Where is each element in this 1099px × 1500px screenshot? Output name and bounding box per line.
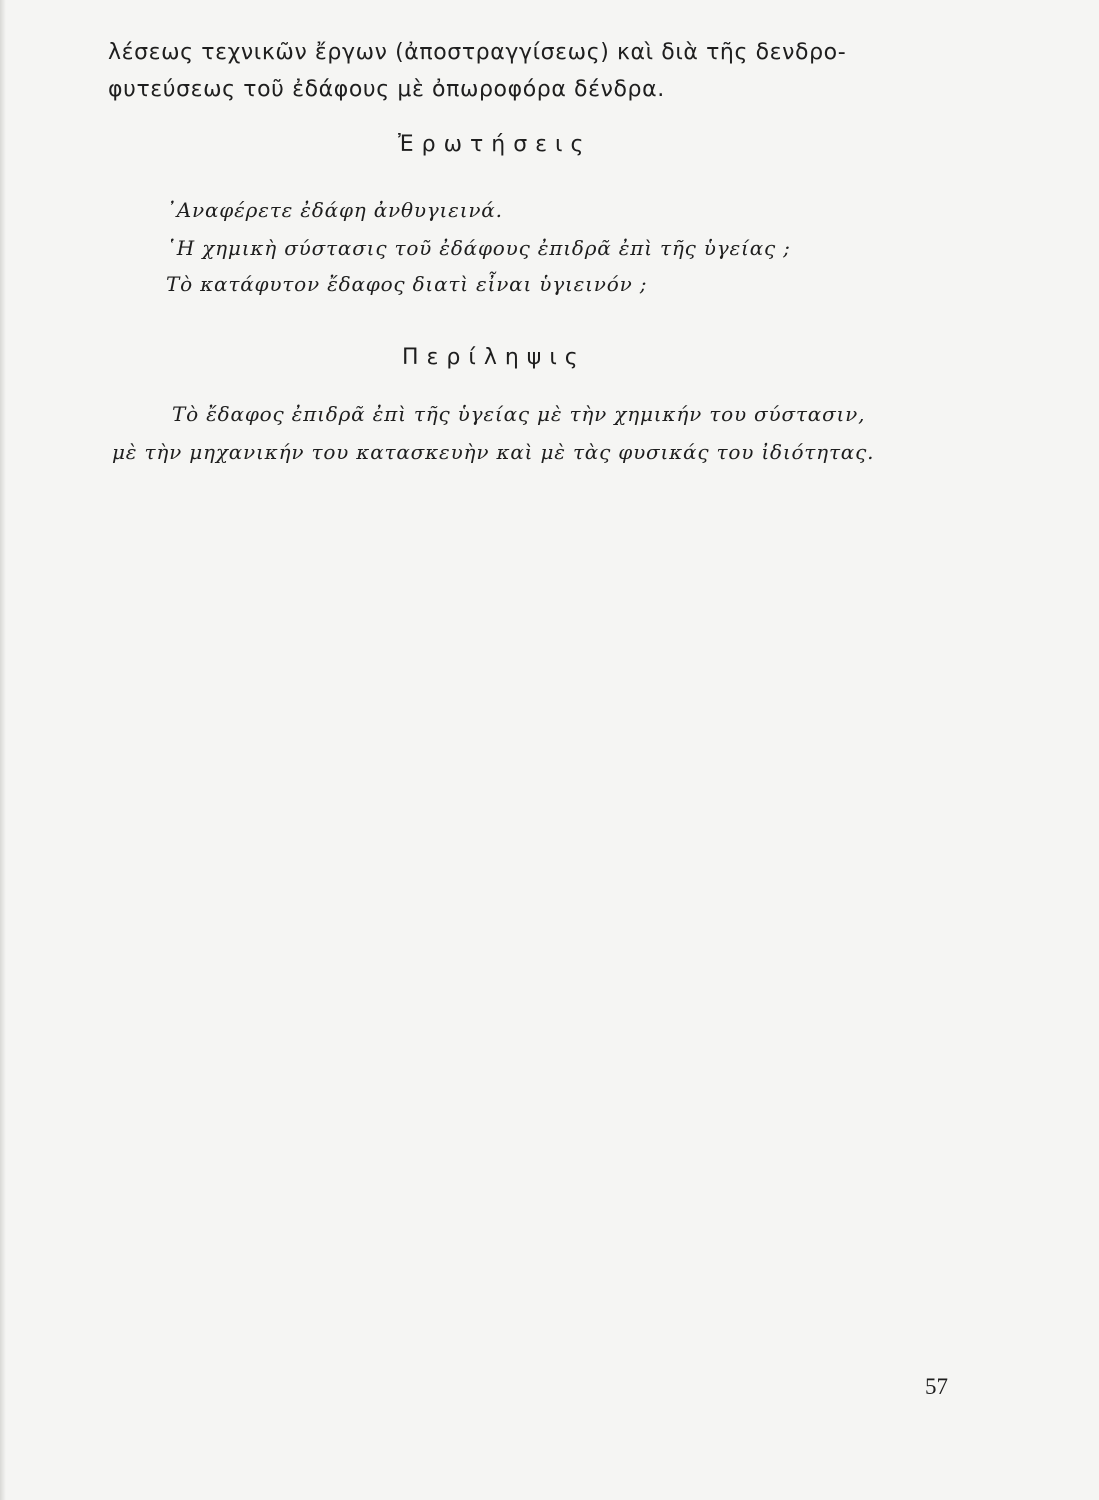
summary-heading: Περίληψις	[402, 345, 586, 370]
questions-heading: Ἐρωτήσεις	[398, 132, 592, 157]
page-number: 57	[925, 1374, 948, 1399]
question-item-3: Τὸ κατάφυτον ἔδαφος διατὶ εἶναι ὑγιεινόν ;	[166, 272, 648, 296]
intro-line-2: φυτεύσεως τοῦ ἐδάφους μὲ ὀπωροφόρα δένδρα.	[108, 77, 665, 102]
summary-line-1: Τὸ ἔδαφος ἐπιδρᾶ ἐπὶ τῆς ὑγείας μὲ τὴν χημικήν του σύστασιν,	[172, 402, 866, 426]
question-item-1: ᾿Αναφέρετε ἐδάφη ἀνθυγιεινά.	[166, 198, 503, 222]
summary-line-2: μὲ τὴν μηχανικήν του κατασκευὴν καὶ μὲ τὰς φυσικάς του ἰδιότητας.	[112, 440, 875, 464]
question-item-2: ῾Η χημικὴ σύστασις τοῦ ἐδάφους ἐπιδρᾶ ἐπὶ τῆς ὑγείας ;	[166, 236, 791, 260]
intro-line-1: λέσεως τεχνικῶν ἔργων (ἀποστραγγίσεως) καὶ διὰ τῆς δενδρο-	[108, 40, 847, 65]
page-left-edge-shadow	[0, 0, 6, 1500]
